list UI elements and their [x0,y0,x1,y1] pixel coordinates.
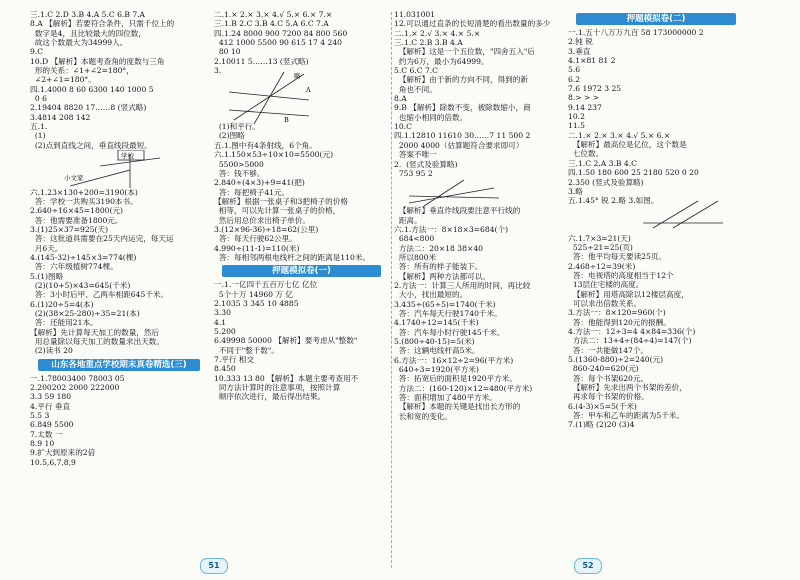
answer-line: 2.840÷(4×3)+9=41(把) [214,178,305,188]
answer-line: 【解析】先计算每天加工的数量，然后 [30,327,160,337]
answer-line: 2.640÷16×45=1800(元) [30,206,123,216]
answer-line: 6.(4-3)×5=5(千米) [568,401,637,411]
answer-line: 4.1740÷12=145(千米) [394,318,479,328]
parallel-figure [638,198,728,230]
answer-line: 6.(1)20÷5=4(本) [30,299,94,309]
answer-line: 答：一共能做147个。 [568,345,649,355]
answer-line: 9.C [30,47,44,57]
answer-line: 5.C 6.C 7.C [394,66,438,76]
answer-line: 三.1.C 2.D 3.B 4.A 5.C 6.B 7.A [30,10,146,19]
answer-line: 答：钱不够。 [214,168,265,178]
answer-line: 方法二：(160-120)×12=480(平方米) [394,383,533,393]
answer-line: 【解析】本题的关键是找出长方形的 [394,402,521,412]
answer-line: (2)图略 [214,131,245,141]
answer-line: 六.1.方法一：8×18×3=684(个) [394,224,509,234]
answer-line: 五.1.45° 锐 2.略 3.如图。 [568,196,659,206]
column-2 [214,10,389,558]
answer-line: 80 10 [214,47,241,57]
answer-line: 6.方法一：16×12÷2=96(平方米) [394,355,514,365]
answer-line: 【解析】这是一个五位数，"四舍五入"后 [394,47,535,57]
school-map-figure [60,150,170,192]
answer-line: 答：汽车每小时行驶145千米。 [394,327,505,337]
answer-line: 答案不唯一 [394,150,437,160]
answer-line: 12.可以通过直条的长短清楚的看出数量的多少 [394,19,551,29]
answer-line: 9.14 237 [568,102,602,112]
answer-line: 顺序依次进行，最后得出结果。 [214,392,326,402]
section-title: 押题模拟卷(一) [222,265,381,277]
angle-figure [404,178,504,208]
answer-line: 10.C [394,122,412,132]
answer-line: 4.1×81 81 2 [568,56,616,66]
answer-line: 4.平行 垂直 [30,401,71,411]
page-divider [391,12,392,568]
answer-line: 答：还能用21本。 [30,318,98,328]
answer-line: 一.1.78003400 78003 05 [30,373,125,383]
answer-line: 答：面积增加了480平方米。 [394,393,497,403]
answer-line: 2.200202 2000 222000 [30,383,120,393]
answer-line: 412 1000 5500 90 615 17 4 240 [214,38,343,48]
answer-line: 2.10011 5……13 (竖式略) [214,56,309,66]
answer-line: 5.(1)图略 [30,271,64,281]
answer-line: 5.200 [214,327,236,336]
answer-line: 3.(1)25×37=925(天) [30,224,109,234]
answer-line: 2. (竖式及验算略) [394,159,458,169]
answer-line: 约为6万，最小为64999。 [394,56,489,66]
answer-line: 640÷3=1920(平方米) [394,365,479,375]
answer-line: 大小，找出最短的。 [394,290,468,300]
answer-line: 5500>5000 [214,159,264,169]
answer-line: 684<800 [394,234,435,244]
answer-line: 再求每个书架的价格。 [568,392,649,402]
answer-line: 相等，可以先计算一张桌子的价格， [214,206,341,216]
answer-line: 10.333 13 80 【解析】本题主要考查用不 [214,373,359,383]
answer-line: 一.1.五十八万万九百 58 173000000 2 [568,28,704,37]
answer-line: 五.1. [30,122,48,132]
answer-line: 七位数。 [568,149,604,159]
answer-line: 六.1.7×3=21(天) [568,233,631,243]
answer-line: 【解析】用塔高除以12楼层高度， [568,289,689,299]
answer-line: 3.略 [568,186,583,196]
answer-line: 9.B 【解析】除数不变，被除数缩小，商 [394,103,531,113]
answer-line: 答：他平均每天要读25页。 [568,252,667,262]
answer-line: 6.2 [568,74,581,84]
answer-line: 3.垂直 [568,46,591,56]
answer-line: 【解析】最高位是亿位，这个数是 [568,140,687,150]
section-title: 押题模拟卷(二) [576,13,736,25]
answer-line: 四.1.24 8000 900 7200 84 800 560 [214,28,348,38]
answer-line: 10.2 [568,112,585,122]
answer-line: 长和宽的变化。 [394,411,452,421]
page-number-left: 51 [200,558,228,574]
home-label: 小文家 [64,174,84,182]
answer-line: 10.D 【解析】本题考查角的度数与三角 [30,56,165,66]
label-lue: 略 [294,72,301,80]
answer-line: 4.方法一：12÷3=4 4×84=336(个) [568,327,696,336]
answer-line: 角也不同。 [394,84,437,94]
answer-line: 5.6 [568,65,581,75]
answer-line: 【解析】由于新的方向不同，得到的新 [394,75,528,85]
answer-line: 答：电视塔的高度相当于12个 [568,270,674,280]
answer-line: 2.19404 8820 17……8 (竖式略) [30,103,147,113]
answer-line: 答：他需要准备1800元。 [30,215,123,225]
school-label: 学校 [121,152,134,160]
answer-line: 四.1.12810 11610 30……7 11 500 2 [394,131,531,141]
answer-line: 数字是4，且比较最大的四位数， [30,28,146,38]
answer-line: 5.5 3 [30,411,50,421]
answer-line: (2)点到直线之间，垂直线段最短。 [30,140,152,150]
answer-line: (1)和平行。 [214,122,260,132]
answer-line: 3.30 [214,308,231,318]
answer-line: 5.(800÷40-15)=5(米) [394,337,475,347]
answer-line: 也缩小相同的倍数。 [394,112,468,122]
answer-line: 3.4814 208 142 [30,112,91,122]
answer-line: 答：六年级植树774棵。 [30,262,118,272]
column-4 [568,10,744,558]
label-a: A [306,86,311,94]
answer-line: 5个十万 14960 万 亿 [214,289,294,299]
answer-line: 方法二：13+4÷(84÷4)=147(个) [568,336,692,346]
answer-line: 形的关系：∠1+∠2=180°， [30,66,134,76]
answer-line: 11.5 [568,121,585,131]
section-title: 山东各地重点学校期末真卷精选(三) [38,359,200,371]
answer-line: 9.扩大到原来的2倍 [30,448,96,458]
answer-line: 8.> > > [568,93,600,103]
page-number-right: 52 [574,558,602,574]
answer-line: 然后用总价求出椅子单价。 [214,215,310,225]
answer-line: 二.1.× 2.× 3.× 4.√ 5.× 6.× 7.× [214,10,333,19]
answer-line: 7.太数 一 [30,429,63,439]
answer-line: 答：每相邻两根电线杆之间的距离是110米。 [214,252,371,262]
answer-line: 答：每个书架620元。 [568,373,649,383]
answer-line: 答：所有的样子能装下。 [394,262,483,272]
answer-line: 5.(1360-880)÷2=240(元) [568,355,664,365]
answer-line: 三.1.C 2.A 3.B 4.C [568,158,637,168]
answer-line: 8.A [394,94,407,104]
answer-line: 860-240=620(元) [568,364,639,374]
answer-line: 2.1035 3 345 10 4885 [214,298,299,308]
answer-line: 答：这辆电线杆高5米。 [394,346,480,356]
answer-line: 13层住宅楼的高度。 [568,280,644,290]
answer-line: 五.1.图中有4条射线，6个角。 [214,140,317,150]
answer-line: (2)(38×25-280)÷35=21(本) [30,309,140,318]
answer-line: 六.1.150×53÷10×10=5500(元) [214,150,334,160]
answer-line: 【解析】两种方法都可以。 [394,271,490,281]
answer-line: 3.3 59 180 [30,392,72,402]
answer-line: 【解析】垂直作线段要注意平行线的 [394,206,521,216]
answer-line: 753 95 2 [394,168,433,178]
answer-line: 四.1.50 180 600 25 2180 520 0 20 [568,168,699,178]
column-3 [394,10,564,558]
answer-line: 2.钝 锐 [568,37,593,47]
answer-line: 可以求出倍数关系。 [568,298,642,308]
answer-line: 四.1.4000 8 60 6300 140 1000 5 [30,84,154,94]
answer-line: 6.849 5500 [30,420,74,430]
answer-line: 3.方法一：8×120=960(个) [568,308,666,318]
answer-line: 4.(145-32)÷145×3=774(棵) [30,252,137,262]
answer-line: 答：汽车每天行驶1740千米。 [394,309,502,318]
answer-line: 用总量除以每天加工的数量求出天数。 [30,337,164,347]
answer-line: 【解析】根据一张桌子和3把椅子的价格 [214,196,348,206]
answer-line: 8.9 10 [30,439,55,449]
answer-line: (2)读书 20 [30,346,73,356]
label-b: B [284,116,289,124]
answer-line: 故这个数最大为34999人。 [30,38,128,48]
answer-line: 7.平行 相交 [214,355,255,365]
answer-line: 7.(1)略 (2)20 (3)4 [568,420,635,430]
column-1 [30,10,208,558]
answer-line: (2)(10+5)×43=645(千米) [30,280,131,290]
answer-line: 0 6 [30,94,47,104]
answer-line: 六.1.23×130+200=3190(本) [30,187,138,197]
answer-line: 答：每天行驶62公里。 [214,234,297,244]
answer-line: (1) [30,131,46,141]
answer-line: 不同于"整千数"。 [214,345,279,355]
answer-line: 11.031001 [394,10,436,19]
answer-line: 3. [214,66,222,76]
answer-line: 7.6 1972 3 25 [568,84,622,94]
answer-line: ∠2+∠1=180°。 [30,75,96,85]
answer-line: 答：他能得到120元的报酬。 [568,317,671,327]
answer-line: 10.5,6,7,8,9 [30,457,76,467]
answer-line: 8.450 [214,364,236,374]
answer-line: 2.方法一：计算三人所用的时间，再比较 [394,280,531,290]
answer-line: 6.49998 50000 【解析】要考虑从"整数" [214,336,358,346]
answer-line: 答：甲车和乙车的距离为5千米。 [568,411,684,421]
answer-line: 方法二：20×18 38×40 [394,243,483,253]
answer-line: 2.468÷12=39(米) [568,261,636,271]
answer-line: 同方法计算时的注意事项，按照计算 [214,383,341,393]
answer-line: 答：这批道具需要在25天内运完，每天运 [30,234,174,244]
parallel-lines-figure [224,70,314,126]
answer-line: 2.350 (竖式及验算略) [568,177,644,187]
answer-line: 二.1.× 2.√ 3.× 4.× 5.× [394,28,481,38]
answer-line: 4.1 [214,317,227,327]
answer-line: 距离。 [394,215,422,225]
answer-line: 3.435÷(65÷5)=1740(千米) [394,299,496,309]
answer-line: 一.1.一亿四千五百万七亿 亿位 [214,280,318,290]
answer-line: 答：3小时后甲、乙两车相距645千米。 [30,290,169,300]
answer-line: 2000 4000（估算题符合要求即可） [394,140,524,150]
answer-line: 三.1.C 2.B 3.B 4.A [394,38,463,48]
answer-line: 二.1.× 2.× 3.× 4.√ 5.× 6.× [568,130,671,140]
answer-line: 3.(12×96-36)÷18=62(公里) [214,224,319,234]
answer-line: 三.1.B 2.C 3.B 4.C 5.A 6.C 7.A [214,19,329,29]
answer-line: 8.A 【解析】若要符合条件，只需千位上的 [30,19,175,29]
answer-line: 答：学校一共购买3190本书。 [30,196,138,206]
answer-line: 所以800米 [394,252,437,262]
answer-line: 525÷21=25(页) [568,242,633,252]
answer-line: 月6天。 [30,243,63,253]
answer-line: 【解析】先求出两个书架的差价， [568,383,687,393]
answer-line: 答：拓宽后的面积是1920平方米。 [394,374,517,384]
answer-line: 答：每把椅子41元。 [214,187,290,197]
answer-line: 4.990÷(11-1)=110(米) [214,243,300,253]
